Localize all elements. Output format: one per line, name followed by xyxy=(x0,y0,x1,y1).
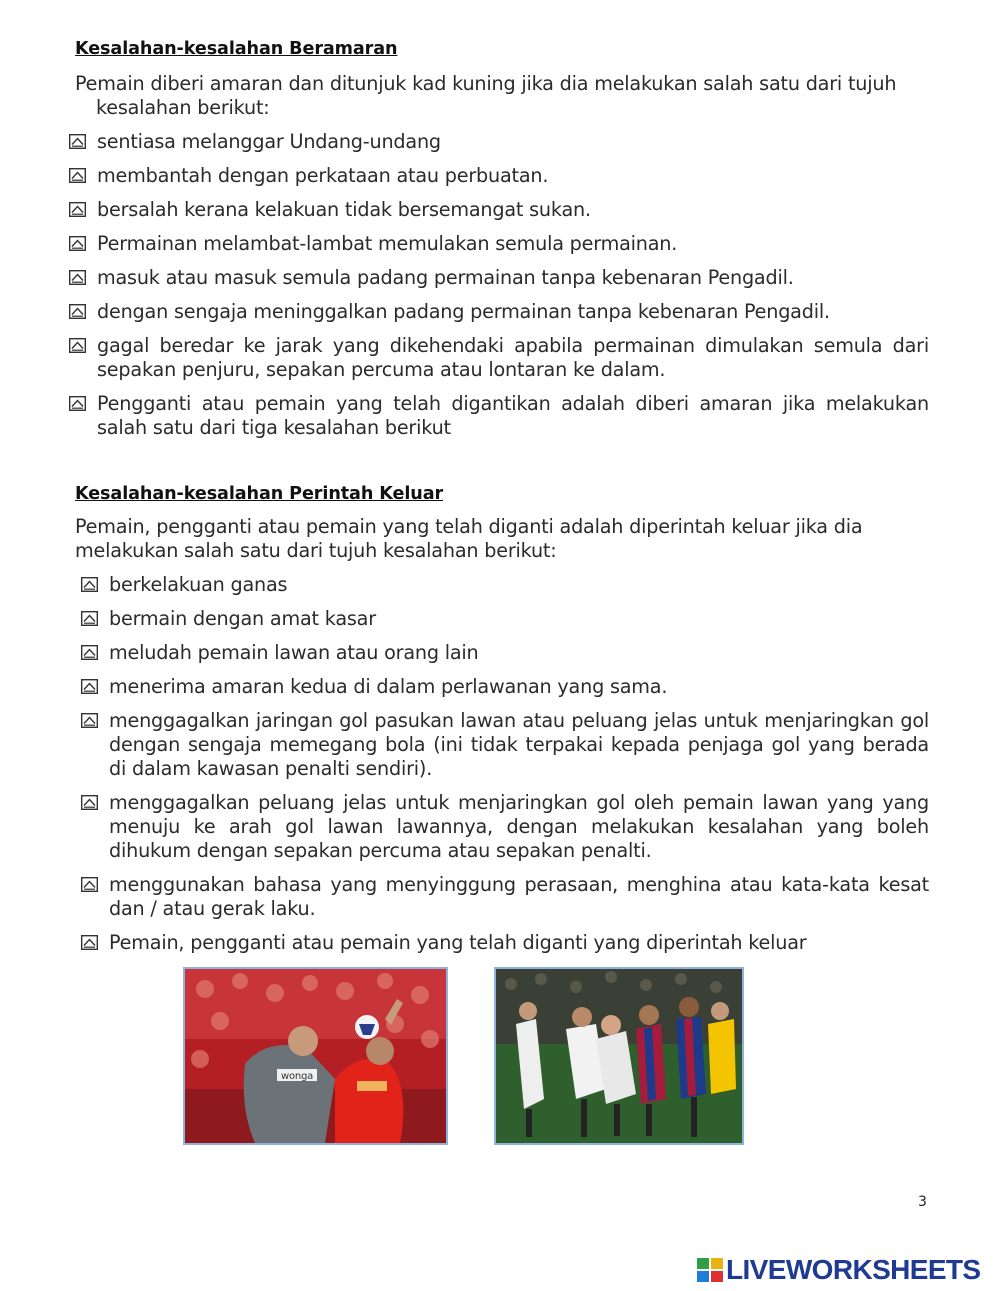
intro-line: kesalahan berikut: xyxy=(96,96,270,119)
section-heading-sending-off-offences: Kesalahan-kesalahan Perintah Keluar xyxy=(75,484,444,504)
list-item-text: menggunakan bahasa yang menyinggung perasaan, menghina atau kata-kata kesat dan / atau gerak laku. xyxy=(109,873,929,920)
checkbox-arrow-icon xyxy=(69,236,86,251)
list-item xyxy=(69,300,929,324)
section-heading-cautionable-offences: Kesalahan-kesalahan Beramaran xyxy=(75,39,398,59)
list-item xyxy=(69,198,929,222)
checkbox-arrow-icon xyxy=(81,645,98,660)
list-item-text: Pemain, pengganti atau pemain yang telah diganti yang diperintah keluar xyxy=(109,931,807,954)
list-item-text: menggagalkan peluang jelas untuk menjaringkan gol oleh pemain lawan yang yang menuju ke arah gol lawan lawannya, dengan melakukan kesalahan yang boleh dihukum dengan sepakan percuma atau sepakan penalti. xyxy=(109,791,929,862)
list-item xyxy=(81,573,929,597)
page-number: 3 xyxy=(918,1194,927,1210)
checkbox-arrow-icon xyxy=(69,168,86,183)
list-item xyxy=(69,266,929,290)
list-item-text: Pengganti atau pemain yang telah digantikan adalah diberi amaran jika melakukan salah satu dari tiga kesalahan berikut xyxy=(97,392,929,439)
jersey-text: wonga xyxy=(281,1071,314,1082)
list-item xyxy=(69,164,929,188)
section-intro xyxy=(75,72,935,120)
list-item-text: Permainan melambat-lambat memulakan semula permainan. xyxy=(97,232,678,255)
list-item-text: bersalah kerana kelakuan tidak bersemangat sukan. xyxy=(97,198,591,221)
list-item xyxy=(69,130,929,154)
checkbox-arrow-icon xyxy=(69,396,86,411)
list-item xyxy=(81,607,929,631)
list-item-text: bermain dengan amat kasar xyxy=(109,607,376,630)
list-item xyxy=(69,334,929,382)
photo-player-brawl xyxy=(494,967,744,1145)
list-item xyxy=(81,675,929,699)
section-intro: Pemain, pengganti atau pemain yang telah diganti adalah diperintah keluar jika dia melakukan salah satu dari tujuh kesalahan berikut: xyxy=(75,515,863,562)
liveworksheets-logo-mark xyxy=(697,1258,724,1282)
list-item-text: gagal beredar ke jarak yang dikehendaki apabila permainan dimulakan semula dari sepakan penjuru, sepakan percuma atau lontaran ke dalam. xyxy=(97,334,929,381)
list-item-text: dengan sengaja meninggalkan padang permainan tanpa kebenaran Pengadil. xyxy=(97,300,830,323)
checkbox-arrow-icon xyxy=(81,713,98,728)
list-item-text: masuk atau masuk semula padang permainan tanpa kebenaran Pengadil. xyxy=(97,266,794,289)
list-item-text: meludah pemain lawan atau orang lain xyxy=(109,641,479,664)
list-item xyxy=(69,392,929,440)
checkbox-arrow-icon xyxy=(81,795,98,810)
checkbox-arrow-icon xyxy=(69,304,86,319)
checkbox-arrow-icon xyxy=(81,877,98,892)
list-item-text: menggagalkan jaringan gol pasukan lawan atau peluang jelas untuk menjaringkan gol dengan sengaja memegang bola (ini tidak terpakai kepada penjaga gol yang berada di dalam kawasan penalti sendiri). xyxy=(109,709,929,780)
photo-header-challenge xyxy=(183,967,448,1145)
checkbox-arrow-icon xyxy=(81,577,98,592)
list-item xyxy=(81,641,929,665)
list-item-text: berkelakuan ganas xyxy=(109,573,288,596)
liveworksheets-logo xyxy=(697,1255,981,1285)
list-item xyxy=(81,709,929,781)
list-item-text: menerima amaran kedua di dalam perlawanan yang sama. xyxy=(109,675,668,698)
list-item-text: sentiasa melanggar Undang-undang xyxy=(97,130,441,153)
checkbox-arrow-icon xyxy=(69,270,86,285)
sending-off-offences-list xyxy=(81,573,929,965)
checkbox-arrow-icon xyxy=(81,679,98,694)
checkbox-arrow-icon xyxy=(69,338,86,353)
checkbox-arrow-icon xyxy=(81,611,98,626)
list-item xyxy=(81,873,929,921)
list-item xyxy=(81,931,929,955)
cautionable-offences-list xyxy=(69,130,929,450)
liveworksheets-wordmark: LIVEWORKSHEETS xyxy=(726,1254,981,1285)
list-item-text: membantah dengan perkataan atau perbuatan. xyxy=(97,164,549,187)
list-item xyxy=(81,791,929,863)
checkbox-arrow-icon xyxy=(81,935,98,950)
intro-line: Pemain diberi amaran dan ditunjuk kad kuning jika dia melakukan salah satu dari tujuh xyxy=(75,72,897,95)
checkbox-arrow-icon xyxy=(69,202,86,217)
checkbox-arrow-icon xyxy=(69,134,86,149)
list-item xyxy=(69,232,929,256)
